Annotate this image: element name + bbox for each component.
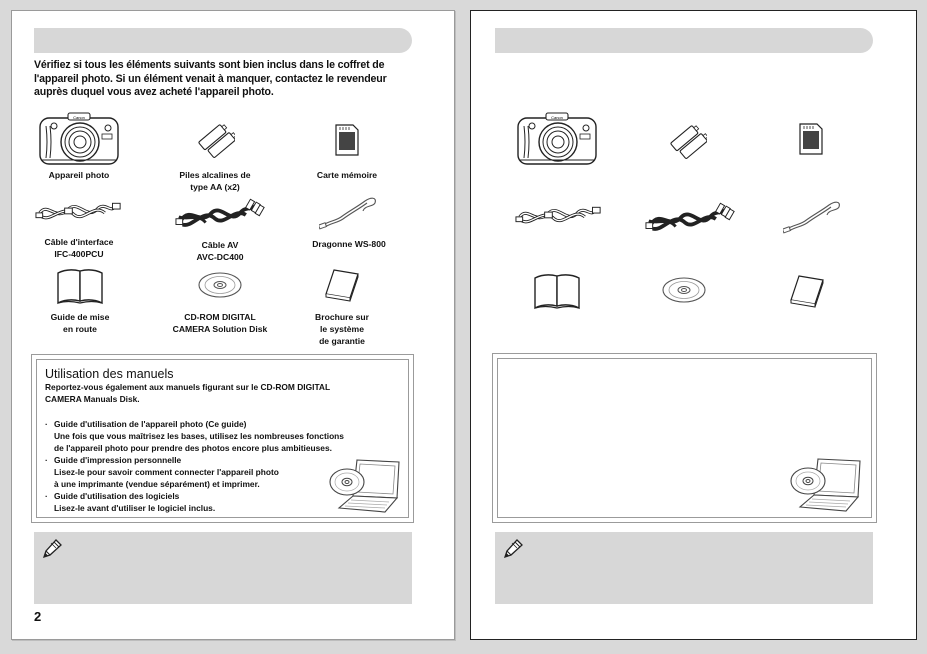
list-item: · Guide d'utilisation des logiciels Lisez-le avant d'utiliser le logiciel inclus. [45,490,355,514]
warranty-brochure-icon [789,274,825,308]
manuals-title: Utilisation des manuels [45,367,174,381]
laptop-cd-icon [327,458,401,514]
cd-rom-icon [198,272,242,298]
manuals-box [492,353,877,523]
camera-icon [38,112,120,168]
note-box [34,532,412,604]
camera-icon [516,112,598,168]
warranty-brochure-icon [324,268,360,302]
list-item: · Guide d'utilisation de l'appareil photo (Ce guide) Une fois que vous maîtrisez les bases, utilisez les nombreuses fonctions de l'appareil photo pour prendre des photos encore plus ambitieuses. [45,418,355,454]
item-batteries: Piles alcalines de type AA (x2) [155,111,275,193]
av-cable-icon [645,199,735,235]
item-usb-cable: Câble d'interface IFC-400PCU [19,186,139,256]
pencil-icon [40,537,64,561]
wrist-strap-icon [783,197,843,235]
item-av-cable: Câble AV AVC-DC400 [160,189,280,263]
item-cd-rom: CD-ROM DIGITAL CAMERA Solution Disk [160,261,280,335]
pencil-icon [501,537,525,561]
item-camera: Appareil photo [19,111,139,181]
wrist-strap-icon [319,193,379,231]
item-memory-card: Carte mémoire [287,111,407,181]
item-wrist-strap: Dragonne WS-800 [289,188,409,250]
memory-card-icon [797,121,825,157]
usb-cable-icon [515,197,603,231]
note-box [495,532,873,604]
guide-book-icon [533,270,581,310]
list-item: · Guide d'impression personnelle Lisez-le pour savoir comment connecter l'appareil photo à une imprimante (vendue séparément) et imprimer. [45,454,355,490]
manuals-description: Reportez-vous également aux manuels figurant sur le CD-ROM DIGITAL CAMERA Manuals Disk. [45,382,330,404]
usb-cable-icon [35,193,123,227]
section-title-bar [495,28,873,53]
page-number: 2 [34,609,42,624]
item-warranty-brochure: Brochure sur le système de garantie [282,261,402,347]
section-title-bar [34,28,412,53]
item-guide-book: Guide de mise en route [35,261,125,335]
manuals-list [45,418,355,514]
left-page [11,10,455,640]
right-page [470,10,917,640]
laptop-cd-icon [788,457,862,513]
batteries-icon [667,121,707,161]
memory-card-icon [333,122,361,158]
manuals-box [31,354,414,523]
cd-rom-icon [662,277,706,303]
av-cable-icon [175,195,265,231]
batteries-icon [195,120,235,160]
guide-book-icon [56,265,104,305]
intro-text: Vérifiez si tous les éléments suivants sont bien inclus dans le coffret de l'appareil photo. Si un élément venait à manquer, contactez le revendeur auprès duquel vous avez acheté l'appareil photo. [34,59,387,99]
